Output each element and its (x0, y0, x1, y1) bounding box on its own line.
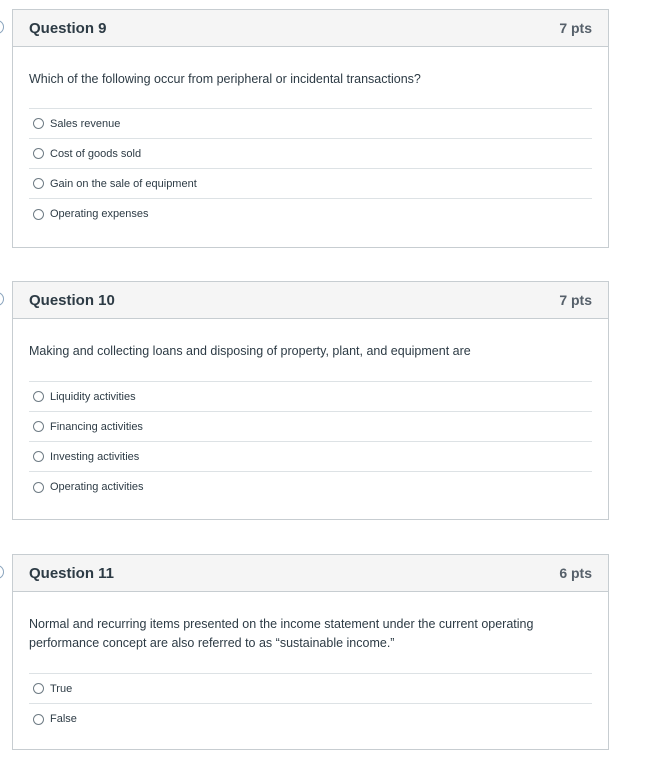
answer-label: Investing activities (50, 450, 140, 463)
question-marker-icon (0, 20, 4, 34)
question-card-10 (12, 281, 609, 520)
radio-button[interactable] (33, 209, 44, 220)
answer-option[interactable] (29, 412, 592, 442)
question-title: Question 11 (29, 564, 115, 582)
answer-option[interactable] (29, 199, 592, 229)
radio-button[interactable] (33, 178, 44, 189)
answer-label: Operating expenses (50, 208, 149, 220)
answer-option[interactable] (29, 442, 592, 472)
radio-button[interactable] (33, 714, 44, 725)
answer-option[interactable] (29, 382, 592, 412)
question-marker-icon (0, 565, 4, 579)
answer-label: Operating activities (50, 481, 144, 493)
radio-button[interactable] (33, 482, 44, 493)
answer-label: Gain on the sale of equipment (50, 177, 197, 190)
answer-option[interactable] (29, 704, 592, 734)
question-points: 6 pts (559, 565, 592, 581)
answer-label: Sales revenue (50, 117, 121, 130)
answer-option[interactable] (29, 169, 592, 199)
question-header (13, 10, 608, 47)
answer-label: Cost of goods sold (50, 147, 142, 160)
question-title: Question 10 (29, 291, 115, 309)
question-header (13, 555, 608, 592)
answer-option[interactable] (29, 472, 592, 502)
question-title: Question 9 (29, 19, 107, 37)
answer-label: False (50, 713, 77, 725)
question-text: Normal and recurring items presented on the income statement under the current operating performance concept are also referred to as “sustainable income.” (29, 617, 534, 650)
question-marker-icon (0, 292, 4, 306)
radio-button[interactable] (33, 683, 44, 694)
answer-option[interactable] (29, 674, 592, 704)
question-text: Which of the following occur from peripheral or incidental transactions? (29, 72, 421, 86)
radio-button[interactable] (33, 421, 44, 432)
question-text: Making and collecting loans and disposing of property, plant, and equipment are (29, 344, 471, 358)
question-header (13, 282, 608, 319)
radio-button[interactable] (33, 148, 44, 159)
answer-label: Liquidity activities (50, 390, 136, 403)
radio-button[interactable] (33, 118, 44, 129)
question-points: 7 pts (559, 292, 592, 308)
answer-option[interactable] (29, 139, 592, 169)
answer-label: Financing activities (50, 420, 143, 433)
question-card-11 (12, 554, 609, 750)
radio-button[interactable] (33, 391, 44, 402)
answer-label: True (50, 682, 73, 695)
answer-option[interactable] (29, 109, 592, 139)
question-card-9 (12, 9, 609, 248)
radio-button[interactable] (33, 451, 44, 462)
question-points: 7 pts (559, 20, 592, 36)
